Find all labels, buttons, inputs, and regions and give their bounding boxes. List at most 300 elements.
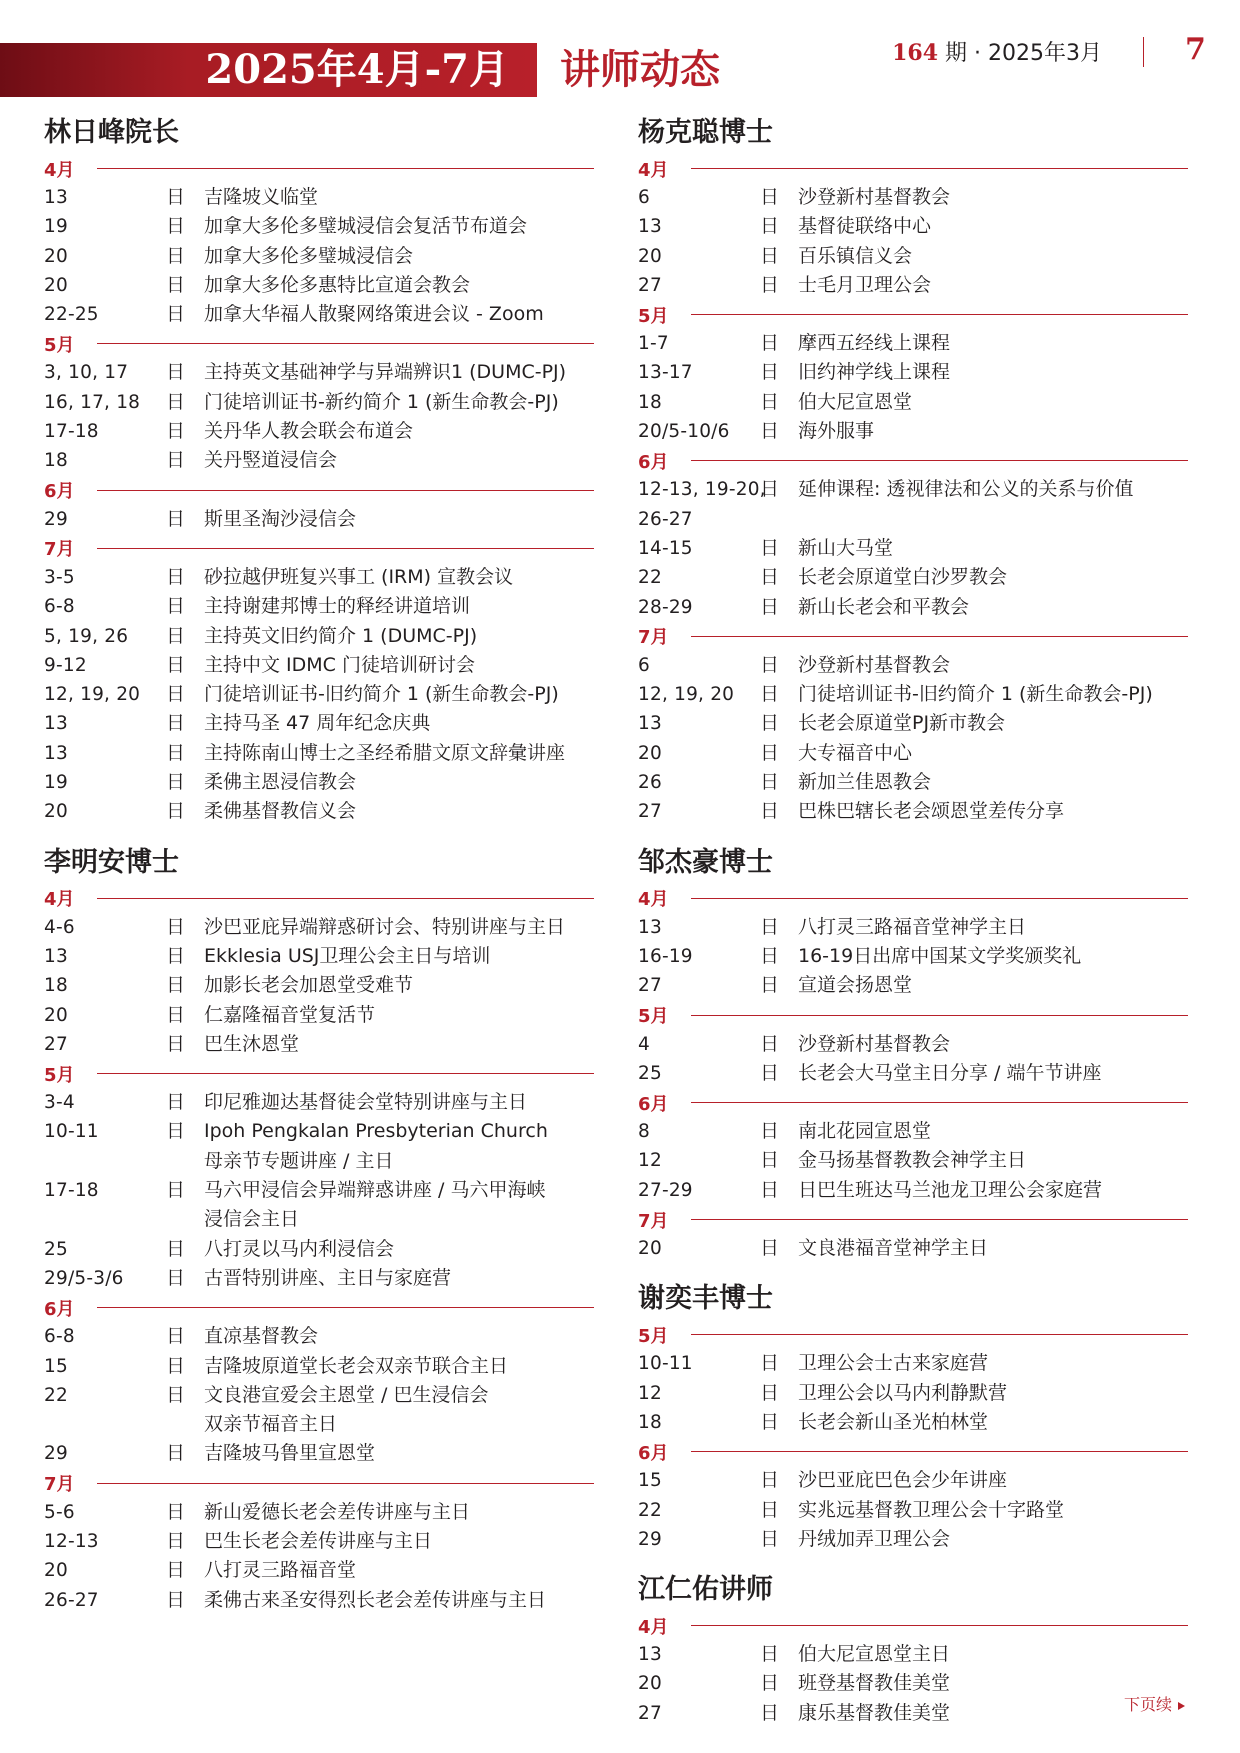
schedule-row: [638, 1234, 1188, 1263]
event-date: 22-25: [44, 304, 99, 326]
event-name: 关丹竪道浸信会: [204, 449, 338, 472]
event-date: 18: [638, 1411, 662, 1433]
event-description: [798, 388, 1188, 417]
schedule-row: [638, 563, 1188, 592]
event-description: [798, 329, 1188, 358]
event-description: [798, 1234, 1188, 1263]
event-description: [204, 505, 594, 534]
month-rule: [691, 1015, 1188, 1016]
schedule-row: [638, 271, 1188, 300]
event-date: 20: [44, 1560, 68, 1582]
event-date: 27: [638, 975, 662, 997]
event-day: 日: [166, 595, 186, 618]
event-description: [204, 1264, 594, 1293]
event-name: 加拿大多伦多惠特比宣道会教会: [204, 273, 471, 296]
schedule-row: [44, 971, 594, 1000]
event-description: [798, 971, 1188, 1000]
event-description: [798, 505, 1188, 534]
event-name: 康乐基督教佳美堂: [798, 1701, 951, 1724]
month-rule: [691, 898, 1188, 899]
month-rule: [691, 636, 1188, 637]
event-name: 伯大尼宣恩堂: [798, 390, 913, 413]
schedule-row: [638, 475, 1188, 504]
event-day: 日: [166, 741, 186, 764]
event-day: 日: [760, 1120, 780, 1143]
event-name: 马六甲浸信会异端辩惑讲座 / 马六甲海峡: [204, 1179, 546, 1202]
month-label: 5月: [44, 334, 75, 356]
event-description: [798, 475, 1188, 504]
event-date: 20: [44, 245, 68, 267]
event-name: 沙巴亚庇异端辩惑研讨会、特别讲座与主日: [204, 915, 566, 938]
schedule-row: [44, 942, 594, 971]
month-header: [44, 154, 594, 183]
month-label: 7月: [44, 539, 75, 561]
month-label: 5月: [638, 1006, 669, 1028]
month-label: 5月: [44, 1064, 75, 1086]
event-day: 日: [166, 1091, 186, 1114]
event-name: 卫理公会以马内利静默营: [798, 1381, 1008, 1404]
event-date: 4: [638, 1033, 650, 1055]
event-day: 日: [166, 1266, 186, 1289]
schedule-row: [638, 913, 1188, 942]
event-name: 南北花园宣恩堂: [798, 1120, 932, 1143]
schedule-row: [638, 1466, 1188, 1495]
event-description: [798, 1640, 1188, 1669]
event-description: [798, 797, 1188, 826]
event-date: 26-27: [44, 1589, 99, 1611]
event-date: 5-6: [44, 1501, 75, 1523]
event-date: 12: [638, 1150, 662, 1172]
schedule-row: [44, 1556, 594, 1585]
event-date: 1-7: [638, 333, 669, 355]
event-name: 巴生沐恩堂: [204, 1032, 300, 1055]
event-date: 20: [44, 801, 68, 823]
schedule-row: [44, 1498, 594, 1527]
event-date: 25: [638, 1062, 662, 1084]
event-day: 日: [760, 1410, 780, 1433]
event-date: 18: [44, 450, 68, 472]
schedule-row: [638, 680, 1188, 709]
event-date: 12, 19, 20: [638, 684, 735, 706]
event-name: 砂拉越伊班复兴事工 (IRM) 宣教会议: [204, 565, 514, 588]
schedule-row: [638, 505, 1188, 534]
event-date: 20: [44, 274, 68, 296]
event-name: 吉隆坡马鲁里宣恩堂: [204, 1442, 376, 1465]
event-description: [204, 913, 594, 942]
event-day: 日: [166, 420, 186, 443]
schedule-row: [44, 417, 594, 446]
event-day: 日: [760, 1061, 780, 1084]
event-day: 日: [760, 712, 780, 735]
event-description: [204, 709, 594, 738]
schedule-row: [44, 1030, 594, 1059]
event-day: 日: [760, 1701, 780, 1724]
event-date: 19: [44, 772, 68, 794]
event-date: 10-11: [638, 1353, 693, 1375]
event-date: 29: [638, 1528, 662, 1550]
event-day: 日: [166, 683, 186, 706]
event-date: 20: [638, 1673, 662, 1695]
event-date: 17-18: [44, 421, 99, 443]
event-day: 日: [760, 420, 780, 443]
event-name: 旧约神学线上课程: [798, 361, 951, 384]
event-day: 日: [760, 1498, 780, 1521]
event-description: [204, 1088, 594, 1117]
event-day: 日: [760, 536, 780, 559]
event-day: 日: [760, 944, 780, 967]
event-date: 22: [638, 567, 662, 589]
event-description: [204, 212, 594, 241]
month-header: [44, 1059, 594, 1088]
event-description: [798, 1379, 1188, 1408]
event-description: [798, 1496, 1188, 1525]
schedule-row: [44, 183, 594, 212]
event-day: 日: [760, 974, 780, 997]
speaker-block: [638, 842, 1188, 1264]
event-date: 15: [638, 1470, 662, 1492]
event-name: 长老会原道堂PJ新市教会: [798, 712, 1006, 735]
schedule-row: [638, 1640, 1188, 1669]
event-name: 文良港福音堂神学主日: [798, 1237, 989, 1260]
event-date: 27: [638, 274, 662, 296]
month-label: 6月: [638, 1442, 669, 1464]
schedule-row: [44, 242, 594, 271]
event-day: 日: [166, 1032, 186, 1055]
schedule-row: [638, 358, 1188, 387]
event-date: 13: [638, 713, 662, 735]
event-day: 日: [166, 974, 186, 997]
event-name: 八打灵三路福音堂神学主日: [798, 915, 1027, 938]
event-name: 主持马圣 47 周年纪念庆典: [204, 712, 431, 735]
event-name: 卫理公会士古来家庭营: [798, 1352, 989, 1375]
event-description: [798, 1176, 1188, 1205]
schedule-row: [44, 913, 594, 942]
event-description: [798, 183, 1188, 212]
event-description: [204, 1001, 594, 1030]
schedule-row: [44, 1001, 594, 1030]
event-description: [204, 417, 594, 446]
left-column: [44, 112, 594, 1630]
event-name: 八打灵以马内利浸信会: [204, 1237, 395, 1260]
event-day: 日: [760, 215, 780, 238]
event-day: 日: [760, 741, 780, 764]
event-description: [204, 797, 594, 826]
event-date: 27: [638, 1702, 662, 1724]
event-description: [204, 1498, 594, 1527]
event-day: 日: [760, 1527, 780, 1550]
event-date: 20: [44, 1004, 68, 1026]
event-date: 3-5: [44, 566, 75, 588]
month-rule: [97, 548, 594, 549]
schedule-row: [44, 1439, 594, 1468]
month-header: [638, 1437, 1188, 1466]
event-name: 基督徒联络中心: [798, 215, 932, 238]
event-day: 日: [166, 215, 186, 238]
event-date: 20/5-10/6: [638, 421, 730, 443]
event-date: 18: [638, 391, 662, 413]
schedule-row: [44, 446, 594, 475]
event-name: 新山爱德长老会差传讲座与主日: [204, 1500, 471, 1523]
event-date: 6-8: [44, 596, 75, 618]
banner-title: 2025年4月-7月: [205, 46, 509, 93]
event-description: [798, 768, 1188, 797]
month-rule: [97, 168, 594, 169]
event-description: [798, 417, 1188, 446]
event-date: 6: [638, 187, 650, 208]
event-day: 日: [166, 361, 186, 384]
event-description: [204, 1235, 594, 1264]
event-date: 29/5-3/6: [44, 1267, 124, 1289]
event-description: [204, 183, 594, 212]
month-header: [44, 329, 594, 358]
event-date: 22: [44, 1384, 68, 1406]
schedule-row: [638, 1146, 1188, 1175]
event-day: 日: [760, 1237, 780, 1260]
event-name: 长老会新山圣光柏林堂: [798, 1410, 989, 1433]
event-description: [204, 680, 594, 709]
schedule-row: [638, 1379, 1188, 1408]
event-description: [798, 242, 1188, 271]
event-day: 日: [166, 944, 186, 967]
month-rule: [691, 1451, 1188, 1452]
schedule-row: [638, 212, 1188, 241]
schedule-row: [638, 1496, 1188, 1525]
schedule-row: [44, 300, 594, 329]
event-name: 新山大马堂: [798, 536, 894, 559]
speaker-block: [44, 112, 594, 827]
event-description: [798, 1466, 1188, 1495]
event-name: 大专福音中心: [798, 741, 913, 764]
speaker-block: [44, 842, 594, 1615]
schedule-row: [638, 768, 1188, 797]
event-date: 15: [44, 1355, 68, 1377]
event-date: 13: [638, 916, 662, 938]
event-name: 沙登新村基督教会: [798, 1032, 951, 1055]
schedule-row: [638, 534, 1188, 563]
event-description: [204, 1030, 594, 1059]
event-name: 柔佛古来圣安得烈长老会差传讲座与主日: [204, 1588, 547, 1611]
month-label: 4月: [638, 1616, 669, 1638]
month-header: [44, 476, 594, 505]
event-name: 古晋特别讲座、主日与家庭营: [204, 1266, 452, 1289]
event-day: 日: [166, 712, 186, 735]
month-rule: [691, 1625, 1188, 1626]
event-day: 日: [760, 1178, 780, 1201]
event-description: [204, 1176, 594, 1235]
page-number: 7: [1185, 32, 1206, 67]
event-description: [798, 563, 1188, 592]
event-date: 3, 10, 17: [44, 362, 129, 384]
schedule-row: [44, 1176, 594, 1235]
schedule-row: [638, 417, 1188, 446]
month-label: 4月: [44, 889, 75, 911]
event-date: 27: [638, 801, 662, 823]
schedule-row: [44, 1235, 594, 1264]
schedule-row: [44, 1322, 594, 1351]
schedule-row: [44, 1264, 594, 1293]
event-day: 日: [760, 1469, 780, 1492]
event-description: [798, 739, 1188, 768]
event-day: 日: [166, 507, 186, 530]
schedule-row: [638, 797, 1188, 826]
schedule-row: [44, 505, 594, 534]
event-day: 日: [166, 1559, 186, 1582]
event-day: 日: [166, 1383, 186, 1406]
month-label: 6月: [44, 1298, 75, 1320]
event-date: 16-19: [638, 945, 693, 967]
issue-info: [892, 38, 1102, 69]
event-name: 印尼雅迦达基督徒会堂特别讲座与主日: [204, 1091, 528, 1114]
event-date: 5, 19, 26: [44, 625, 129, 647]
month-header: [44, 534, 594, 563]
month-label: 4月: [638, 159, 669, 181]
event-name-continued: 浸信会主日: [204, 1208, 300, 1231]
event-day: 日: [760, 566, 780, 589]
month-header: [638, 1088, 1188, 1117]
event-date: 13: [44, 187, 68, 208]
event-day: 日: [166, 303, 186, 326]
schedule-row: [44, 388, 594, 417]
event-date: 19: [44, 216, 68, 238]
event-name: 丹绒加弄卫理公会: [798, 1527, 951, 1550]
speaker-name: 杨克聪博士: [638, 117, 773, 148]
event-day: 日: [760, 390, 780, 413]
continued-label: 下页续: [1124, 1695, 1173, 1714]
event-description: [798, 1030, 1188, 1059]
month-label: 7月: [44, 1474, 75, 1496]
schedule-row: [638, 1408, 1188, 1437]
event-name: 沙巴亚庇巴色会少年讲座: [798, 1469, 1008, 1492]
event-day: 日: [166, 1354, 186, 1377]
month-label: 5月: [638, 1325, 669, 1347]
event-name: 加拿大华福人散聚网络策进会议 - Zoom: [204, 303, 544, 326]
event-description: [204, 622, 594, 651]
month-label: 7月: [638, 1210, 669, 1232]
month-header: [44, 1293, 594, 1322]
event-name: 加拿大多伦多璧城浸信会复活节布道会: [204, 215, 528, 238]
event-name: 沙登新村基督教会: [798, 653, 951, 676]
event-date: 9-12: [44, 654, 87, 676]
schedule-row: [638, 709, 1188, 738]
event-description: [798, 709, 1188, 738]
event-description: [204, 739, 594, 768]
event-day: 日: [760, 186, 780, 208]
event-name: 宣道会扬恩堂: [798, 974, 913, 997]
event-day: 日: [760, 332, 780, 355]
event-day: 日: [166, 1179, 186, 1202]
month-header: [638, 300, 1188, 329]
event-date: 6: [638, 654, 650, 676]
event-day: 日: [166, 1120, 186, 1143]
month-label: 6月: [44, 481, 75, 503]
event-date: 17-18: [44, 1180, 99, 1202]
event-day: 日: [760, 1643, 780, 1666]
schedule-row: [44, 212, 594, 241]
event-date: 13-17: [638, 362, 693, 384]
event-day: 日: [760, 771, 780, 794]
event-name: 长老会大马堂主日分享 / 端午节讲座: [798, 1061, 1102, 1084]
schedule-row: [44, 271, 594, 300]
event-description: [204, 358, 594, 387]
schedule-row: [44, 651, 594, 680]
schedule-row: [638, 1059, 1188, 1088]
event-date: 29: [44, 508, 68, 530]
section-title: 讲师动态: [560, 46, 720, 93]
event-day: 日: [760, 1149, 780, 1172]
schedule-row: [44, 739, 594, 768]
event-name: 关丹华人教会联会布道会: [204, 420, 414, 443]
event-description: [798, 212, 1188, 241]
event-date: 10-11: [44, 1121, 99, 1143]
event-day: 日: [166, 186, 186, 208]
event-description: [204, 1439, 594, 1468]
schedule-row: [44, 622, 594, 651]
event-description: [204, 563, 594, 592]
month-rule: [691, 1102, 1188, 1103]
event-name: 八打灵三路福音堂: [204, 1559, 357, 1582]
event-day: [760, 505, 798, 534]
event-day: 日: [760, 361, 780, 384]
event-date: 20: [638, 245, 662, 267]
event-name: 士毛月卫理公会: [798, 273, 932, 296]
event-date: 8: [638, 1121, 650, 1143]
event-day: 日: [166, 771, 186, 794]
event-day: 日: [166, 1237, 186, 1260]
schedule-row: [638, 739, 1188, 768]
schedule-row: [638, 971, 1188, 1000]
event-day: 日: [166, 449, 186, 472]
event-description: [204, 446, 594, 475]
speaker-name: 江仁佑讲师: [638, 1574, 773, 1606]
event-description: [798, 271, 1188, 300]
speaker-block: [638, 1569, 1188, 1728]
event-date: 6-8: [44, 1326, 75, 1348]
event-day: 日: [166, 624, 186, 647]
month-rule: [691, 1219, 1188, 1220]
event-description: [204, 768, 594, 797]
event-name: 实兆远基督教卫理公会十字路堂: [798, 1498, 1065, 1521]
event-day: 日: [760, 653, 780, 676]
event-day: 日: [166, 390, 186, 413]
month-rule: [691, 1334, 1188, 1335]
schedule-row: [44, 709, 594, 738]
event-name: 加影长老会加恩堂受难节: [204, 974, 414, 997]
month-rule: [97, 1483, 594, 1484]
header-divider: [1143, 37, 1144, 67]
month-label: 4月: [44, 159, 75, 181]
event-day: 日: [760, 1672, 780, 1695]
issue-number: 164: [892, 40, 939, 66]
event-date: 20: [638, 742, 662, 764]
month-rule: [97, 1073, 594, 1074]
event-day: 日: [166, 244, 186, 267]
event-description: [204, 1381, 594, 1440]
event-day: 日: [760, 1352, 780, 1375]
arrow-right-icon: [1178, 1702, 1185, 1710]
event-description: [204, 942, 594, 971]
schedule-row: [44, 797, 594, 826]
event-description: [798, 1059, 1188, 1088]
event-description: [798, 1408, 1188, 1437]
event-description: [204, 651, 594, 680]
event-day: 日: [760, 478, 780, 501]
month-label: 5月: [638, 305, 669, 327]
event-name: 新山长老会和平教会: [798, 595, 970, 618]
schedule-row: [44, 1352, 594, 1381]
event-name: 仁嘉隆福音堂复活节: [204, 1003, 376, 1026]
schedule-row: [44, 1586, 594, 1615]
schedule-row: [638, 1699, 1188, 1728]
